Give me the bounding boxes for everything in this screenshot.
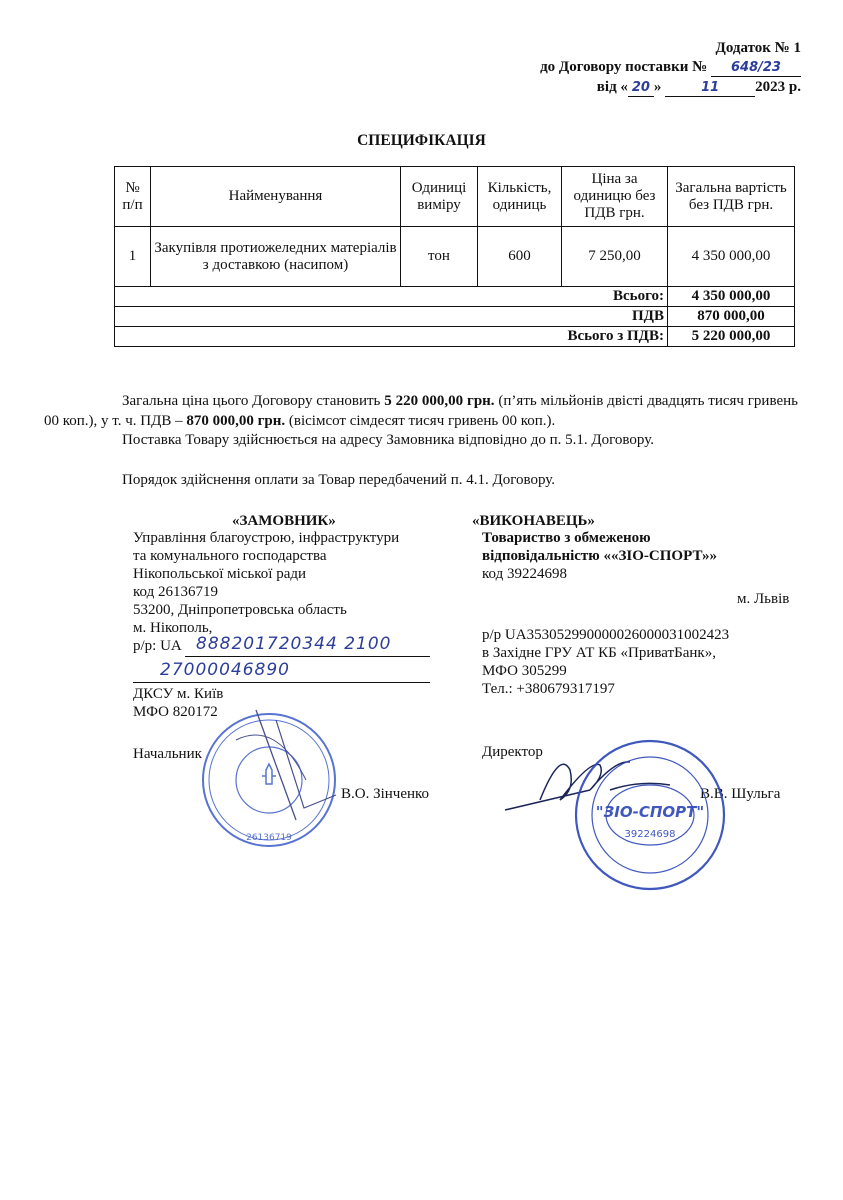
table-row xyxy=(115,227,795,287)
vat-amount: 870 000,00 грн. xyxy=(186,413,286,429)
contract-number: 648/23 xyxy=(711,59,801,77)
supplier-signatory: В.В. Шульга xyxy=(700,786,781,802)
total-row xyxy=(115,287,795,307)
customer-position: Начальник xyxy=(133,746,202,762)
supplier-bank: в Західне ГРУ АТ КБ «ПриватБанк», xyxy=(482,645,716,661)
customer-account-handwritten-1: 888201720344 2100 xyxy=(196,634,392,654)
grand-total-row xyxy=(115,327,795,347)
stamp-code: 39224698 xyxy=(624,829,676,840)
customer-heading: «ЗАМОВНИК» xyxy=(232,513,336,529)
table-cell: 7 250,00 xyxy=(562,227,668,287)
delivery-paragraph: Поставка Товару здійснюється на адресу Замовника відповідно до п. 5.1. Договору. xyxy=(122,432,654,448)
total-label: Всього: xyxy=(115,287,668,307)
customer-account-label: р/р: UA xyxy=(133,638,182,654)
grand-total-label: Всього з ПДВ: xyxy=(115,327,668,347)
customer-account-handwritten-2: 27000046890 xyxy=(160,660,290,680)
date-day: 20 xyxy=(628,79,654,97)
appendix-title: Додаток № 1 xyxy=(715,40,801,56)
supplier-stamp xyxy=(570,735,730,895)
customer-address-1: 53200, Дніпропетровська область xyxy=(133,602,347,618)
supplier-account: р/р UA353052990000026000031002423 xyxy=(482,627,730,643)
page-title: СПЕЦИФІКАЦІЯ xyxy=(357,132,486,149)
payment-paragraph: Порядок здійснення оплати за Товар передбачений п. 4.1. Договору. xyxy=(122,472,556,488)
contract-date xyxy=(597,79,801,97)
specification-table xyxy=(114,166,795,347)
header-cell: Ціна за одиницю без ПДВ грн. xyxy=(562,167,668,227)
total-value: 4 350 000,00 xyxy=(668,287,795,307)
customer-name-1: Управління благоустрою, інфраструктури xyxy=(133,530,400,546)
date-mid: » xyxy=(653,79,662,95)
contract-ref-prefix: до Договору поставки № xyxy=(540,59,708,75)
date-prefix: від « xyxy=(596,79,628,95)
supplier-position: Директор xyxy=(482,744,543,760)
header-cell: Кількість, одиниць xyxy=(478,167,562,227)
customer-address-2: м. Нікополь, xyxy=(133,620,213,636)
table-cell: 4 350 000,00 xyxy=(668,227,795,287)
supplier-name-2: відповідальністю ««ЗІО-СПОРТ»» xyxy=(482,548,718,564)
customer-treasury: ДКСУ м. Київ xyxy=(133,686,224,702)
header-cell: Одиниці виміру xyxy=(401,167,478,227)
customer-stamp xyxy=(196,690,346,860)
vat-row xyxy=(115,307,795,327)
supplier-mfo: МФО 305299 xyxy=(482,663,567,679)
supplier-name-1: Товариство з обмеженою xyxy=(482,530,651,546)
customer-name-2: та комунального господарства xyxy=(133,548,327,564)
customer-mfo: МФО 820172 xyxy=(133,704,218,720)
account-underline xyxy=(185,656,430,657)
customer-signatory: В.О. Зінченко xyxy=(341,786,430,802)
supplier-code: код 39224698 xyxy=(482,566,567,582)
date-year: 2023 р. xyxy=(755,79,801,95)
vat-label: ПДВ xyxy=(115,307,668,327)
contract-reference xyxy=(540,59,801,77)
table-cell: 600 xyxy=(478,227,562,287)
header-cell: Найменування xyxy=(151,167,401,227)
customer-code: код 26136719 xyxy=(133,584,218,600)
supplier-city: м. Львів xyxy=(737,591,790,607)
grand-total-value: 5 220 000,00 xyxy=(668,327,795,347)
supplier-phone: Тел.: +380679317197 xyxy=(482,681,615,697)
price-text-vat: (п’ять мільйонів двісті двадцять тисяч гривень 00 коп.), у т. ч. ПДВ – xyxy=(44,393,798,429)
header-cell: № п/п xyxy=(115,167,151,227)
stamp-company: "ЗІО-СПОРТ" xyxy=(595,803,705,821)
price-text: Загальна ціна цього Договору становить xyxy=(122,393,385,409)
date-month: 11 xyxy=(665,79,755,97)
table-header-row xyxy=(115,167,795,227)
price-amount: 5 220 000,00 грн. xyxy=(384,393,495,409)
price-paragraph xyxy=(44,391,798,431)
vat-value: 870 000,00 xyxy=(668,307,795,327)
header-cell: Загальна вартість без ПДВ грн. xyxy=(668,167,795,227)
supplier-heading: «ВИКОНАВЕЦЬ» xyxy=(472,513,595,529)
stamp-code: 26136719 xyxy=(246,833,292,843)
table-cell: 1 xyxy=(115,227,151,287)
account-underline xyxy=(133,682,430,683)
table-cell: Закупівля протиожеледних матеріалів з доставкою (насипом) xyxy=(151,227,401,287)
trident-icon xyxy=(262,764,276,784)
customer-name-3: Нікопольської міської ради xyxy=(133,566,307,582)
table-cell: тон xyxy=(401,227,478,287)
vat-text: (вісімсот сімдесят тисяч гривень 00 коп.). xyxy=(285,413,556,429)
